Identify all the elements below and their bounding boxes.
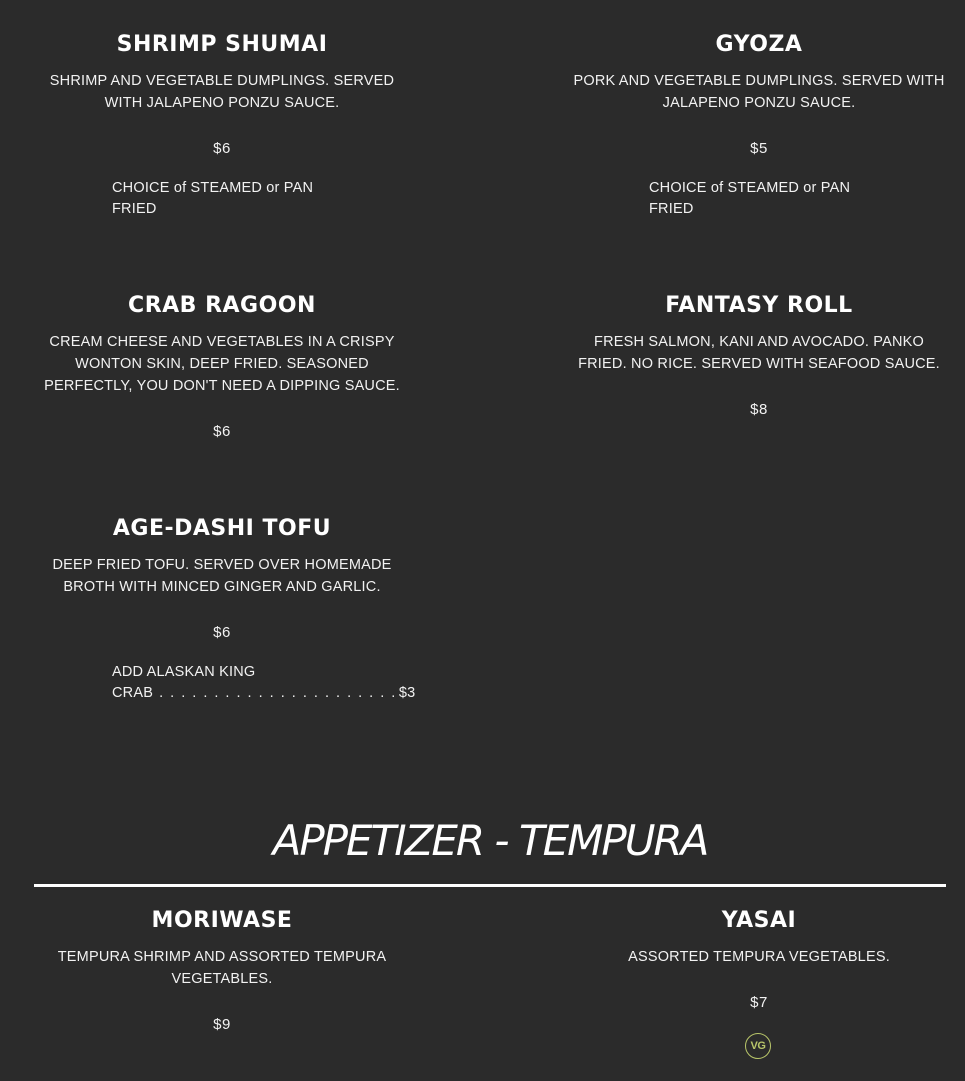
note-line: FRIED <box>112 201 157 217</box>
item-price: $6 <box>213 423 231 440</box>
item-price: $5 <box>750 140 768 157</box>
menu-item-age-dashi-tofu <box>42 515 416 715</box>
addon-line: ADD ALASKAN KING <box>112 664 256 680</box>
menu-item-moriwase <box>42 907 402 1057</box>
item-description: FRESH SALMON, KANI AND AVOCADO. PANKO FRIED. NO RICE. SERVED WITH SEAFOOD SAUCE. <box>578 334 940 372</box>
item-price: $6 <box>213 624 231 641</box>
item-addon <box>112 662 415 704</box>
item-description: CREAM CHEESE AND VEGETABLES IN A CRISPY WONTON SKIN, DEEP FRIED. SEASONED PERFECTLY, YOU DON'T NEED A DIPPING SAUCE. <box>44 334 400 394</box>
item-title: CRAB RAGOON <box>128 293 316 318</box>
item-price: $9 <box>213 1016 231 1033</box>
item-note <box>112 178 313 220</box>
item-price: $6 <box>213 140 231 157</box>
item-title: FANTASY ROLL <box>665 293 853 318</box>
item-description: ASSORTED TEMPURA VEGETABLES. <box>628 949 890 965</box>
menu-item-yasai <box>574 907 944 1027</box>
item-price: $7 <box>750 994 768 1011</box>
addon-price: $3 <box>398 685 416 701</box>
item-description: SHRIMP AND VEGETABLE DUMPLINGS. SERVED WITH JALAPENO PONZU SAUCE. <box>49 73 395 111</box>
item-description: TEMPURA SHRIMP AND ASSORTED TEMPURA VEGETABLES. <box>57 949 387 987</box>
section-divider <box>34 884 946 887</box>
addon-line <box>112 683 415 704</box>
menu-item-crab-ragoon <box>40 292 404 462</box>
item-price: $8 <box>750 401 768 418</box>
addon-name: CRAB <box>112 685 154 701</box>
item-title: YASAI <box>721 908 797 933</box>
menu-item-fantasy-roll <box>574 292 944 432</box>
addon-dot-leader: . . . . . . . . . . . . . . . . . . . . . . <box>159 685 397 701</box>
note-line: CHOICE of STEAMED or PAN <box>649 180 851 196</box>
item-description: PORK AND VEGETABLE DUMPLINGS. SERVED WITH JALAPENO PONZU SAUCE. <box>573 73 945 111</box>
note-line: CHOICE of STEAMED or PAN <box>112 180 314 196</box>
item-title: SHRIMP SHUMAI <box>116 32 328 57</box>
vegan-badge-icon: VG <box>745 1033 771 1059</box>
item-title: MORIWASE <box>151 908 293 933</box>
item-title: AGE-DASHI TOFU <box>112 516 332 541</box>
section-title: APPETIZER - TEMPURA <box>272 816 708 865</box>
item-description: DEEP FRIED TOFU. SERVED OVER HOMEMADE BROTH WITH MINCED GINGER AND GARLIC. <box>52 557 392 595</box>
note-line: FRIED <box>649 201 694 217</box>
menu-item-gyoza <box>569 31 949 231</box>
menu-item-shrimp-shumai <box>42 31 402 231</box>
item-note <box>649 178 850 220</box>
item-title: GYOZA <box>715 32 803 57</box>
